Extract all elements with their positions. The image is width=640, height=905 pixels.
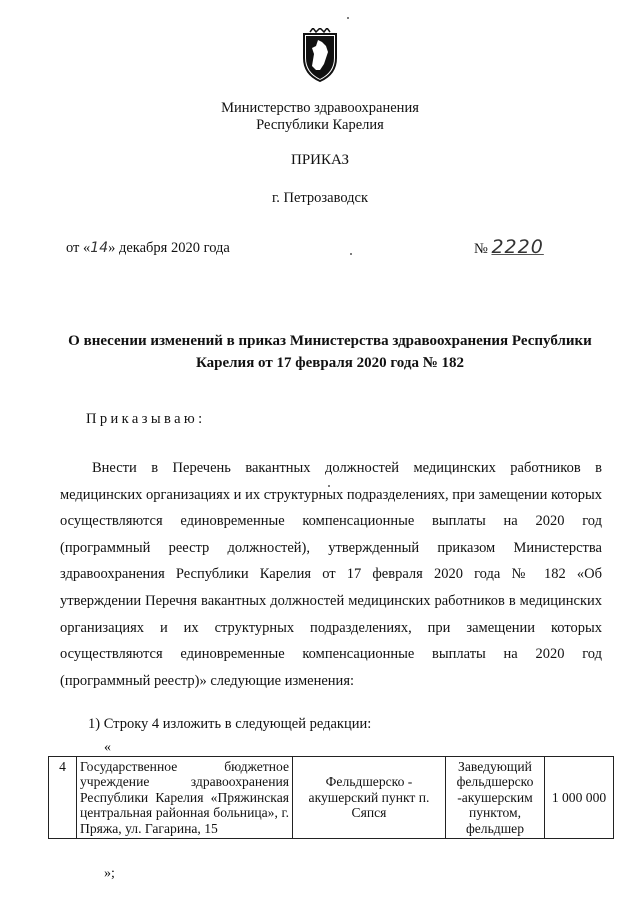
- subject-line-2: Карелия от 17 февраля 2020 года № 182: [195, 355, 465, 371]
- scan-speck: [347, 17, 349, 19]
- cell-unit: Фельдшерско - акушерский пункт п. Сяпся: [293, 757, 446, 839]
- ministry-name: [0, 100, 640, 134]
- subject-line-1: О внесении изменений в приказ Министерства здравоохранения Республики: [68, 333, 592, 349]
- handwritten-day: 14: [90, 240, 109, 256]
- body-paragraph: Внести в Перечень вакантных должностей медицинских работников в медицинских организациях и их структурных подразделениях, при замещении которых осуществляются единовременные компенсационные выплаты на 2020 год (программный реестр должностей), утвержденный приказом Министерства здравоохранения Республики Карелия от 17 февраля 2020 года № 182 «Об утверждении Перечня вакантных должностей медицинских работников в медицинских организациях и их структурных подразделениях, при замещении которых осуществляются единовременные компенсационные выплаты на 2020 год (программный реестр)» следующие изменения:: [60, 460, 602, 689]
- ministry-line-2: Республики Карелия: [256, 117, 384, 133]
- city-name: г. Петрозаводск: [271, 190, 369, 206]
- order-subject: [56, 330, 604, 374]
- order-date: [66, 240, 230, 257]
- order-number: [474, 236, 544, 258]
- closing-quote: »;: [104, 866, 115, 881]
- number-sign: №: [474, 241, 488, 257]
- cell-position: Заведующий фельдшерско -акушерским пунктом, фельдшер: [446, 757, 545, 839]
- handwritten-number: 2220: [491, 236, 544, 258]
- item-1: 1) Строку 4 изложить в следующей редакции:: [88, 716, 372, 732]
- scan-speck: [350, 253, 352, 255]
- ministry-line-1: Министерство здравоохранения: [221, 100, 419, 116]
- date-suffix: » декабря 2020 года: [108, 240, 230, 256]
- amended-row-table: [48, 756, 614, 839]
- date-prefix: от «: [66, 240, 91, 256]
- cell-organization: Государственное бюджетное учреждение здравоохранения Республики Карелия «Пряжинская центральная районная больница», г. Пряжа, ул. Гагарина, 15: [77, 757, 293, 839]
- cell-row-number: 4: [49, 757, 77, 839]
- scan-speck: [328, 485, 330, 487]
- prikazyvayu-heading: Приказываю:: [86, 411, 206, 427]
- table-row: [49, 757, 614, 839]
- karelia-coat-of-arms-icon: [300, 28, 340, 84]
- order-title: ПРИКАЗ: [291, 152, 349, 168]
- opening-quote: «: [104, 740, 111, 755]
- cell-amount: 1 000 000: [545, 757, 614, 839]
